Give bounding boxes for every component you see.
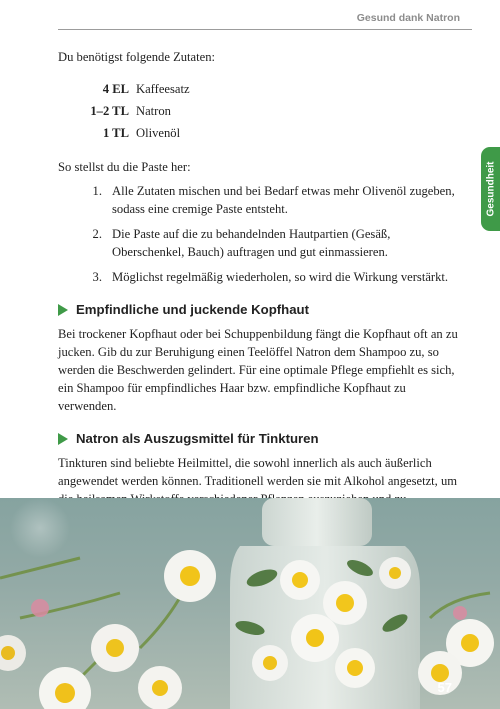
step-item	[58, 268, 463, 286]
ingredient-row	[58, 100, 463, 122]
section-heading-scalp	[58, 302, 463, 317]
ingredient-row	[58, 122, 463, 144]
ingredient-amount: 1–2 TL	[90, 103, 129, 118]
ingredient-amount: 1 TL	[102, 125, 129, 140]
step-item	[58, 182, 463, 218]
section-body-tinctures: Tinkturen sind beliebte Heilmittel, die sowohl innerlich als auch äußerlich angewendet werden können. Traditionell werden sie mit Alkohol angesetzt, um	[58, 456, 458, 488]
header-rule	[58, 29, 472, 30]
section-body-scalp: Bei trockener Kopfhaut oder bei Schuppenbildung fängt die Kopfhaut oft an zu jucken. Gib du zur Beruhigung einen Teelöffel Natron dem Shampoo zu, so werden die Beschwerden gelindert. Für eine optimale Pflege empfiehlt es sich, ein Shampoo für empfindliches Haar bzw. empfindliche Kopfhaut zu verwenden.	[58, 327, 458, 413]
step-text: Möglichst regelmäßig wiederholen, so wird die Wirkung verstärkt.	[112, 270, 449, 284]
ingredients-list	[58, 78, 463, 144]
ingredient-amount: 4 EL	[102, 81, 129, 96]
ingredient-name: Kaffeesatz	[136, 81, 190, 96]
ingredient-name: Natron	[136, 103, 171, 118]
running-head	[0, 0, 500, 30]
section-heading-text: Natron als Auszugsmittel für Tinkturen	[76, 431, 319, 446]
ingredient-row	[58, 78, 463, 100]
ingredient-name: Olivenöl	[136, 125, 181, 140]
step-number: 3.	[92, 270, 102, 284]
ingredients-intro: Du benötigst folgende Zutaten:	[58, 50, 216, 64]
step-number: 1.	[92, 184, 102, 198]
page-number: 57	[437, 680, 452, 695]
chapter-tab	[481, 147, 500, 231]
page-content	[58, 48, 463, 526]
photo-illustration	[0, 498, 500, 709]
step-text: Die Paste auf die zu behandelnden Hautpartien (Gesäß, Oberschenkel, Bauch) auftragen und gut einmassieren.	[112, 227, 391, 259]
triangle-bullet-icon	[58, 433, 68, 445]
step-text: Alle Zutaten mischen und bei Bedarf etwas mehr Olivenöl zugeben, sodass eine cremige Paste entsteht.	[112, 184, 455, 216]
steps-intro: So stellst du die Paste her:	[58, 160, 191, 174]
section-heading-tinctures	[58, 431, 463, 446]
steps-list	[58, 182, 463, 286]
triangle-bullet-icon	[58, 304, 68, 316]
running-head-title: Gesund dank Natron	[356, 12, 460, 24]
step-item	[58, 225, 463, 261]
step-number: 2.	[92, 227, 102, 241]
daisy-jar-photo	[0, 498, 500, 709]
chapter-tab-label: Gesundheit	[485, 161, 496, 217]
section-heading-text: Empfindliche und juckende Kopfhaut	[76, 302, 309, 317]
